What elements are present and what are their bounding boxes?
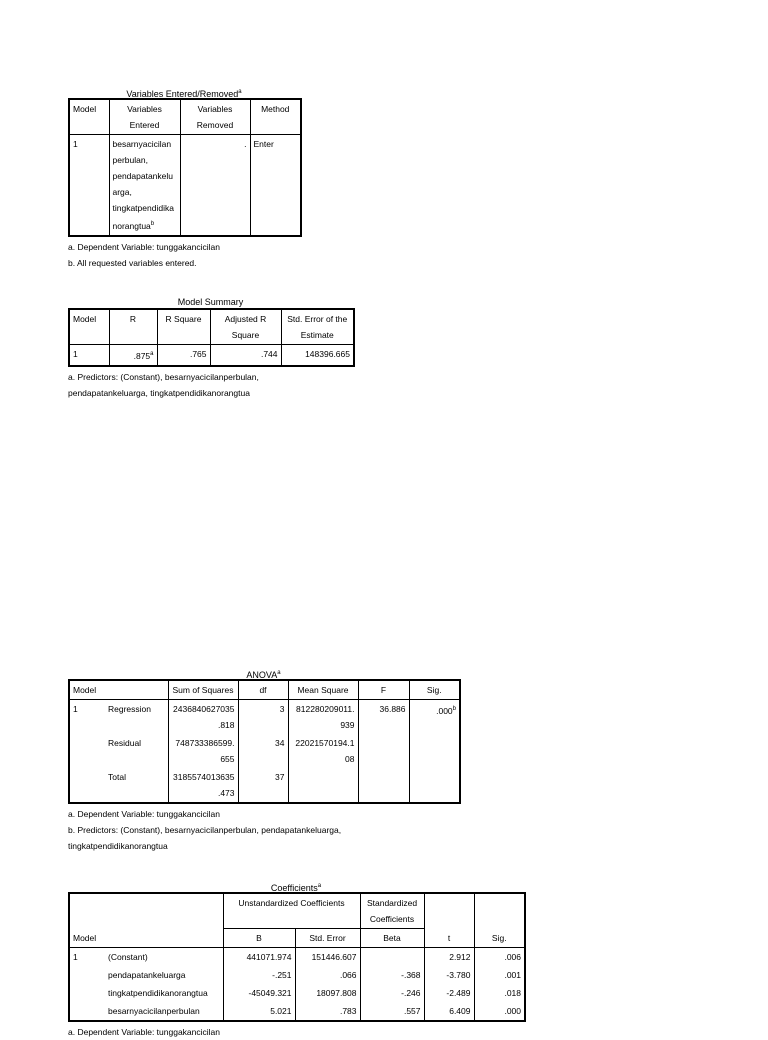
cell-mean-square xyxy=(288,768,358,803)
cell-b: -.251 xyxy=(223,966,295,984)
value-line: 22021570194.1 xyxy=(295,738,355,748)
header-line: Estimate xyxy=(300,330,334,340)
cell-beta: -.368 xyxy=(360,966,424,984)
header-blank xyxy=(474,893,525,929)
header-line: Coefficients xyxy=(369,914,415,924)
cell-model xyxy=(69,768,105,803)
header-row xyxy=(69,309,354,345)
entered-line: pendapatankelu xyxy=(112,171,174,181)
header-sig: Sig. xyxy=(474,929,525,948)
cell-label: Regression xyxy=(105,700,168,735)
value-line: 748733386599. xyxy=(175,738,235,748)
cell-std-error: .066 xyxy=(295,966,360,984)
table-row xyxy=(69,345,354,366)
cell-model: 1 xyxy=(69,948,105,967)
header-mean-square: Mean Square xyxy=(288,680,358,700)
cell-model xyxy=(69,966,105,984)
header-row xyxy=(69,893,525,929)
model-summary-table xyxy=(68,308,355,367)
model-summary-notes xyxy=(68,369,388,401)
cell-variables-entered xyxy=(109,135,180,236)
cell-model xyxy=(69,1002,105,1021)
entered-line: arga, xyxy=(112,187,132,197)
table-row xyxy=(69,984,525,1002)
table-row xyxy=(69,768,460,803)
cell-label: Total xyxy=(105,768,168,803)
footnote: a. Dependent Variable: tunggakancicilan xyxy=(68,241,221,252)
header-method: Method xyxy=(250,99,301,135)
header-unstandardized: Unstandardized Coefficients xyxy=(223,893,360,929)
variables-entered-removed-notes xyxy=(68,239,368,271)
header-blank xyxy=(105,929,223,948)
value-line: 3185574013635 xyxy=(173,772,235,782)
cell-label: Residual xyxy=(105,734,168,768)
cell-mean-square xyxy=(288,700,358,735)
header-line: Entered xyxy=(129,120,160,130)
sig-superscript: b xyxy=(452,706,456,712)
table-row xyxy=(69,966,525,984)
cell-mean-square xyxy=(288,734,358,768)
variables-entered-removed-block xyxy=(68,86,300,271)
coefficients-block xyxy=(68,880,524,1040)
header-t: t xyxy=(424,929,474,948)
cell-label: (Constant) xyxy=(105,948,223,967)
cell-sig: .018 xyxy=(474,984,525,1002)
cell-sum-of-squares xyxy=(168,734,238,768)
footnote: a. Predictors: (Constant), besarnyacicilanperbulan, xyxy=(68,371,259,382)
header-b: B xyxy=(223,929,295,948)
cell-model xyxy=(69,734,105,768)
header-f: F xyxy=(358,680,409,700)
cell-beta xyxy=(360,948,424,967)
anova-title xyxy=(68,667,459,679)
header-blank xyxy=(105,680,168,700)
value-line: 939 xyxy=(340,720,355,730)
cell-label: besarnyacicilanperbulan xyxy=(105,1002,223,1021)
header-beta: Beta xyxy=(360,929,424,948)
anova-block xyxy=(68,667,459,854)
cell-label: tingkatpendidikanorangtua xyxy=(105,984,223,1002)
entered-line: perbulan, xyxy=(112,155,148,165)
table-row xyxy=(69,1002,525,1021)
cell-df: 3 xyxy=(238,700,288,735)
anova-table xyxy=(68,679,461,804)
cell-sum-of-squares xyxy=(168,768,238,803)
footnote: b. All requested variables entered. xyxy=(68,257,197,268)
entered-superscript: b xyxy=(150,221,155,227)
header-line: Variables xyxy=(127,104,162,114)
header-std-error xyxy=(281,309,354,345)
cell-sum-of-squares xyxy=(168,700,238,735)
header-variables-removed xyxy=(180,99,250,135)
cell-model xyxy=(69,984,105,1002)
header-row xyxy=(69,680,460,700)
cell-model: 1 xyxy=(69,700,105,735)
header-r-square: R Square xyxy=(157,309,210,345)
table-row xyxy=(69,948,525,967)
header-model: Model xyxy=(69,309,109,345)
model-summary-title: Model Summary xyxy=(177,297,244,307)
cell-beta: .557 xyxy=(360,1002,424,1021)
sig-value: .000 xyxy=(436,705,453,716)
cell-t: 6.409 xyxy=(424,1002,474,1021)
header-line: Removed xyxy=(196,120,234,130)
header-standardized xyxy=(360,893,424,929)
coefficients-table xyxy=(68,892,526,1022)
value-line: .818 xyxy=(217,720,235,730)
header-line: Std. Error of the xyxy=(287,314,348,324)
cell-b: 5.021 xyxy=(223,1002,295,1021)
cell-r xyxy=(109,345,157,366)
anova-notes xyxy=(68,806,408,854)
cell-b: 441071.974 xyxy=(223,948,295,967)
header-std-error: Std. Error xyxy=(295,929,360,948)
value-line: 2436840627035 xyxy=(173,704,235,714)
cell-f: 36.886 xyxy=(358,700,409,735)
cell-sig xyxy=(409,734,460,768)
cell-t: -2.489 xyxy=(424,984,474,1002)
header-model: Model xyxy=(69,929,105,948)
value-line: 08 xyxy=(345,754,355,764)
value-line: .473 xyxy=(217,788,235,798)
model-summary-block xyxy=(68,296,353,401)
header-row xyxy=(69,99,301,135)
title-superscript: a xyxy=(277,670,281,676)
title-superscript: a xyxy=(317,883,322,889)
entered-line: norangtua xyxy=(112,220,151,231)
cell-df: 37 xyxy=(238,768,288,803)
cell-sig xyxy=(409,768,460,803)
header-row xyxy=(69,929,525,948)
header-line: Adjusted R xyxy=(224,314,267,324)
cell-variables-removed: . xyxy=(180,135,250,236)
footnote: tingkatpendidikanorangtua xyxy=(68,841,168,851)
cell-std-error: 151446.607 xyxy=(295,948,360,967)
header-line: Standardized xyxy=(366,898,418,908)
value-line: 812280209011. xyxy=(296,704,355,714)
cell-b: -45049.321 xyxy=(223,984,295,1002)
entered-line: besarnyacicilan xyxy=(112,139,172,149)
cell-sig xyxy=(409,700,460,735)
variables-entered-removed-table xyxy=(68,98,302,237)
coefficients-title xyxy=(68,880,524,892)
cell-t: 2.912 xyxy=(424,948,474,967)
title-text: Coefficients xyxy=(270,883,318,893)
cell-label: pendapatankeluarga xyxy=(105,966,223,984)
cell-method: Enter xyxy=(250,135,301,236)
cell-sig: .000 xyxy=(474,1002,525,1021)
cell-adjusted-r-square: .744 xyxy=(210,345,281,366)
header-sum-of-squares: Sum of Squares xyxy=(168,680,238,700)
title-text: ANOVA xyxy=(246,670,278,680)
footnote: a. Dependent Variable: tunggakancicilan xyxy=(68,809,221,819)
header-sig: Sig. xyxy=(409,680,460,700)
cell-std-error: 18097.808 xyxy=(295,984,360,1002)
table-row xyxy=(69,734,460,768)
footnote: b. Predictors: (Constant), besarnyacicilanperbulan, pendapatankeluarga, xyxy=(68,825,342,835)
table-row xyxy=(69,700,460,735)
footnote: a. Dependent Variable: tunggakancicilan xyxy=(68,1027,221,1037)
header-model: Model xyxy=(69,99,109,135)
title-superscript: a xyxy=(238,89,242,95)
cell-std-error: 148396.665 xyxy=(281,345,354,366)
coefficients-notes xyxy=(68,1024,408,1040)
header-blank xyxy=(424,893,474,929)
header-model: Model xyxy=(69,680,105,700)
cell-beta: -.246 xyxy=(360,984,424,1002)
title-text: Variables Entered/Removed xyxy=(126,89,239,99)
header-df: df xyxy=(238,680,288,700)
cell-t: -3.780 xyxy=(424,966,474,984)
value-line: 655 xyxy=(220,754,235,764)
cell-model: 1 xyxy=(69,135,109,236)
variables-entered-removed-title xyxy=(68,86,300,98)
table-row xyxy=(69,135,301,236)
cell-r-square: .765 xyxy=(157,345,210,366)
header-variables-entered xyxy=(109,99,180,135)
cell-f xyxy=(358,734,409,768)
header-line: Variables xyxy=(197,104,233,114)
r-value: .875 xyxy=(133,350,151,361)
r-superscript: a xyxy=(150,351,154,357)
header-adjusted-r-square xyxy=(210,309,281,345)
cell-std-error: .783 xyxy=(295,1002,360,1021)
cell-sig: .006 xyxy=(474,948,525,967)
cell-sig: .001 xyxy=(474,966,525,984)
header-blank xyxy=(69,893,105,929)
footnote: pendapatankeluarga, tingkatpendidikanorangtua xyxy=(68,387,250,398)
cell-df: 34 xyxy=(238,734,288,768)
cell-f xyxy=(358,768,409,803)
cell-model: 1 xyxy=(69,345,109,366)
entered-line: tingkatpendidika xyxy=(112,203,174,213)
header-line: Square xyxy=(231,330,260,340)
header-r: R xyxy=(109,309,157,345)
header-blank xyxy=(105,893,223,929)
